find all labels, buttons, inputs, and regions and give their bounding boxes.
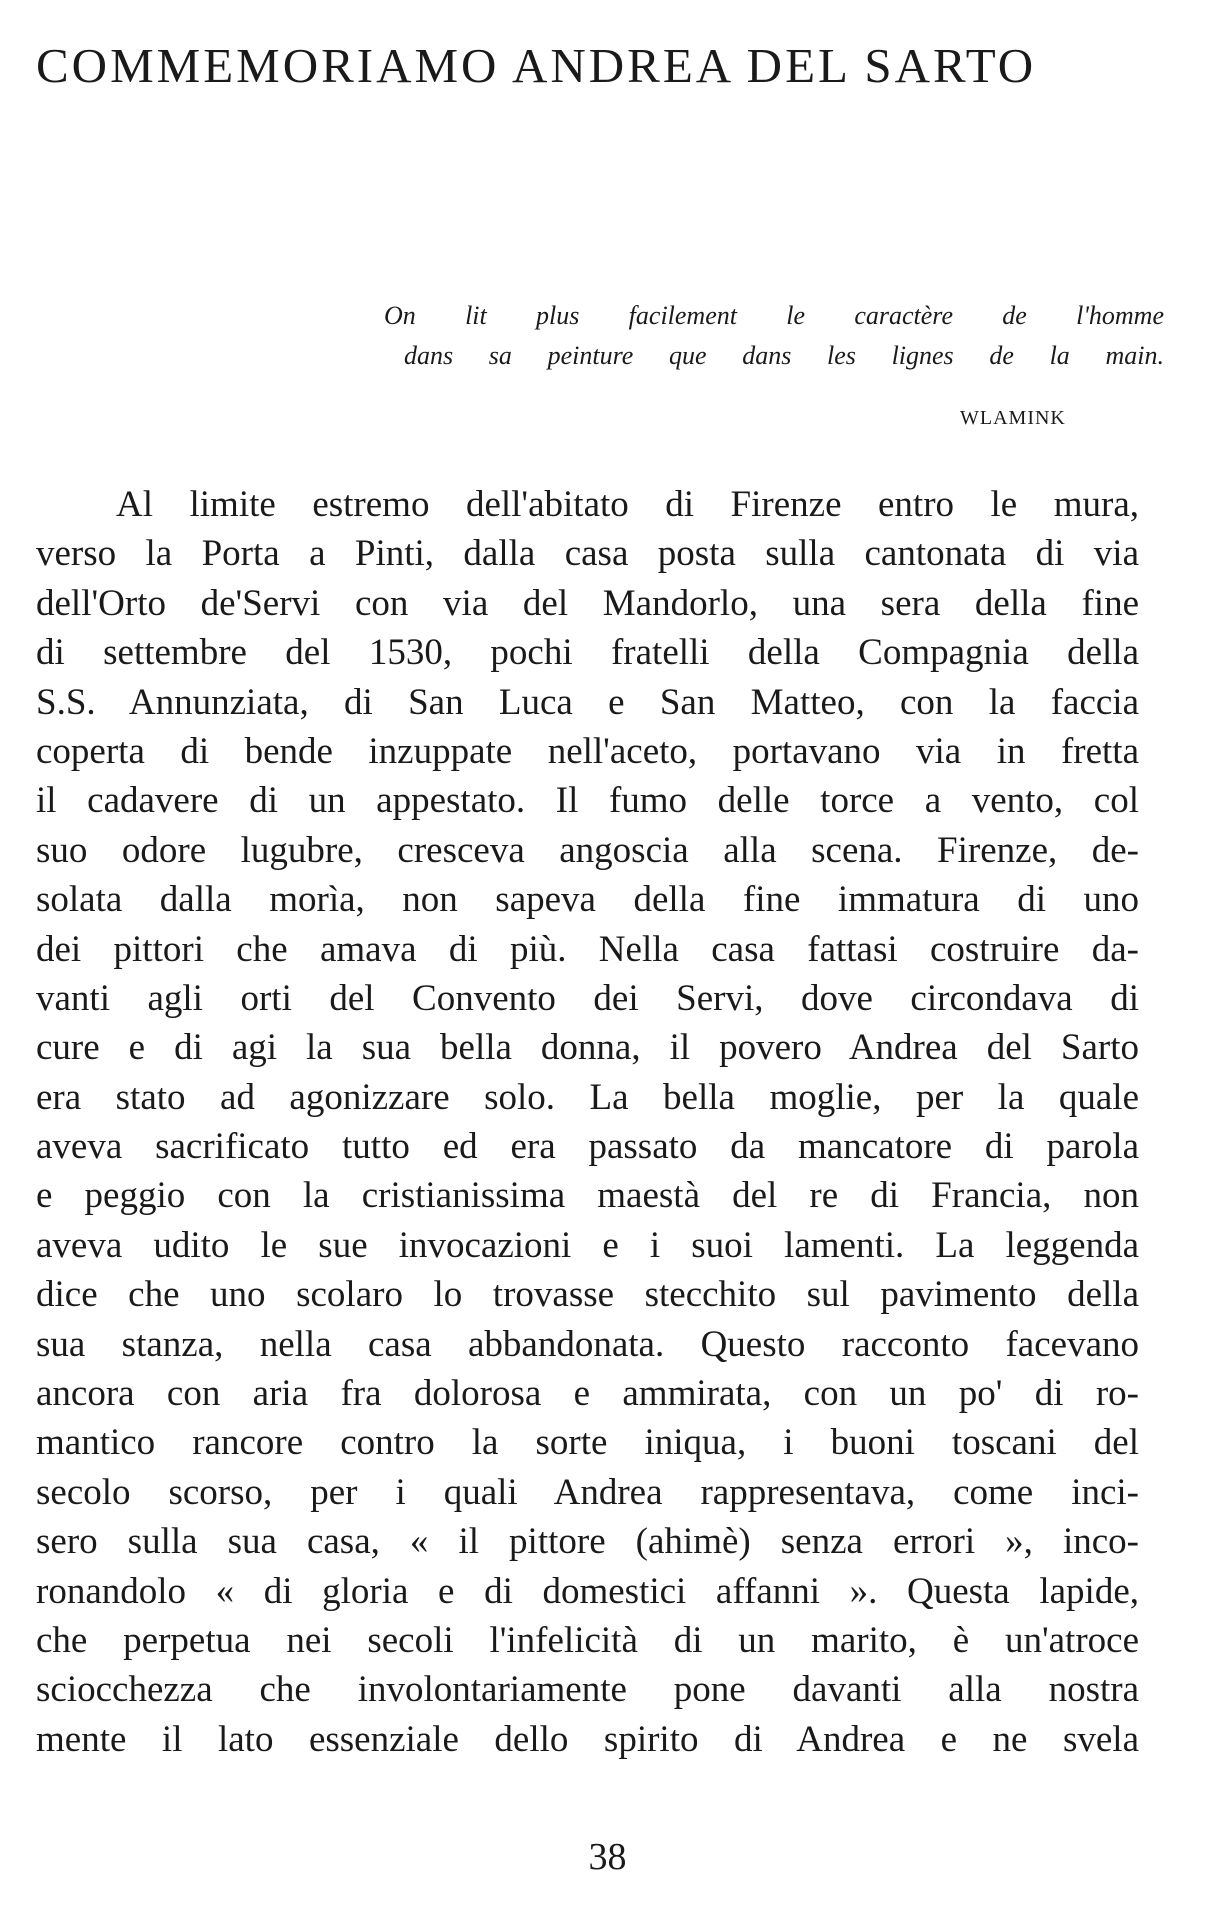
text-line: dell'Orto de'Servi con via del Mandorlo, una sera della fine [36,582,1139,624]
text-line: sciocchezza che involontariamente pone davanti alla nostra [36,1669,1139,1711]
text-line: cure e di agi la sua bella donna, il povero Andrea del Sarto [36,1027,1139,1069]
text-line: dice che uno scolaro lo trovasse stecchito sul pavimento della [36,1274,1139,1316]
text-line: coperta di bende inzuppate nell'aceto, portavano via in fretta [36,730,1139,772]
text-line: secolo scorso, per i quali Andrea rappresentava, come inci- [36,1471,1139,1513]
text-line: vanti agli orti del Convento dei Servi, dove circondava di [36,977,1139,1019]
body-paragraph [36,480,1139,1764]
text-line: aveva sacrificato tutto ed era passato da mancatore di parola [36,1126,1139,1168]
text-line: aveva udito le sue invocazioni e i suoi lamenti. La leggenda [36,1224,1139,1266]
epigraph-line: dans sa peinture que dans les lignes de la main. [404,341,1164,370]
page-number: 38 [588,1836,627,1878]
text-line: e peggio con la cristianissima maestà del re di Francia, non [36,1175,1139,1217]
text-line: dei pittori che amava di più. Nella casa fattasi costruire da- [36,928,1139,970]
text-line: il cadavere di un appestato. Il fumo delle torce a vento, col [36,780,1139,822]
text-line: verso la Porta a Pinti, dalla casa posta sulla cantonata di via [36,533,1139,575]
text-line: Al limite estremo dell'abitato di Firenze entro le mura, [116,484,1139,525]
running-title: COMMEMORIAMO ANDREA DEL SARTO [36,38,1037,93]
text-line: era stato ad agonizzare solo. La bella moglie, per la quale [36,1076,1139,1118]
text-line: mente il lato essenziale dello spirito di Andrea e ne svela [36,1718,1139,1760]
text-line: ronandolo « di gloria e di domestici affanni ». Questa lapide, [36,1570,1139,1612]
text-line: sero sulla sua casa, « il pittore (ahimè) senza errori », inco- [36,1521,1139,1563]
epigraph-author: WLAMINK [960,407,1066,429]
text-line: suo odore lugubre, cresceva angoscia alla scena. Firenze, de- [36,829,1139,871]
text-line: che perpetua nei secoli l'infelicità di un marito, è un'atroce [36,1619,1139,1661]
epigraph [384,296,1164,376]
text-line: solata dalla morìa, non sapeva della fine immatura di uno [36,879,1139,921]
text-line: S.S. Annunziata, di San Luca e San Matteo, con la faccia [36,681,1139,723]
text-line: sua stanza, nella casa abbandonata. Questo racconto facevano [36,1323,1139,1365]
epigraph-line: On lit plus facilement le caractère de l'homme [384,301,1164,330]
text-line: di settembre del 1530, pochi fratelli della Compagnia della [36,632,1139,674]
text-line: ancora con aria fra dolorosa e ammirata, con un po' di ro- [36,1373,1139,1415]
text-line: mantico rancore contro la sorte iniqua, i buoni toscani del [36,1422,1139,1464]
